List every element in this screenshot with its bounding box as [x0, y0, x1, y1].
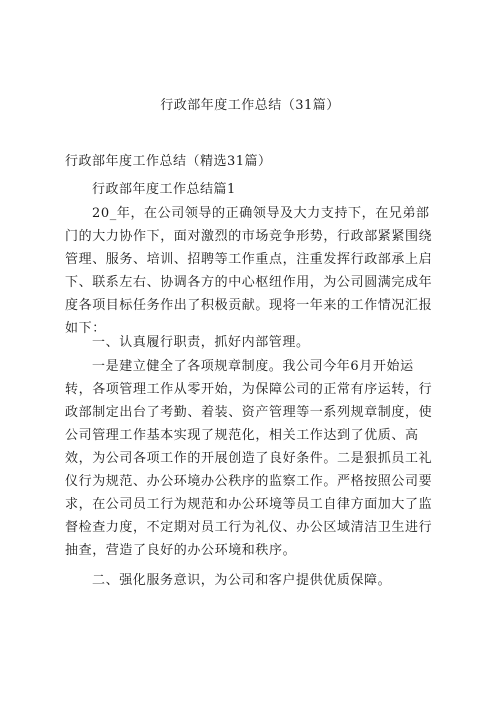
paragraph: 一是建立健全了各项规章制度。我公司今年6月开始运转，各项管理工作从零开始，为保障公司的正常有序运转，行政部制定出台了考勤、着装、资产管理等一系列规章制度，使公司管理工作基本实现了规范化，相关工作达到了优质、高效，为公司各项工作的开展创造了良好条件。二是狠抓员工礼仪行为规范、办公环境办公秩序的监察工作。严格按照公司要求，在公司员工行为规范和办公环境等员工自律方面加大了监督检查力度，不定期对员工行为礼仪、办公区域清洁卫生进行抽查，营造了良好的办公环境和秩序。: [65, 359, 433, 558]
paragraph: 二、强化服务意识，为公司和客户提供优质保障。: [92, 573, 392, 588]
document-subtitle: 行政部年度工作总结（精选31篇）: [65, 154, 272, 169]
section-heading: 行政部年度工作总结篇1: [92, 182, 236, 197]
paragraph: 一、认真履行职责，抓好内部管理。: [92, 335, 310, 350]
paragraph: 20_年，在公司领导的正确领导及大力支持下，在兄弟部门的大力协作下，面对激烈的市场竞争形势，行政部紧紧围绕管理、服务、培训、招聘等工作重点，注重发挥行政部承上启下、联系左右、协调各方的中心枢纽作用，为公司圆满完成年度各项目标任务作出了积极贡献。现将一年来的工作情况汇报如下：: [65, 206, 433, 336]
document-title: 行政部年度工作总结（31篇）: [160, 98, 340, 113]
